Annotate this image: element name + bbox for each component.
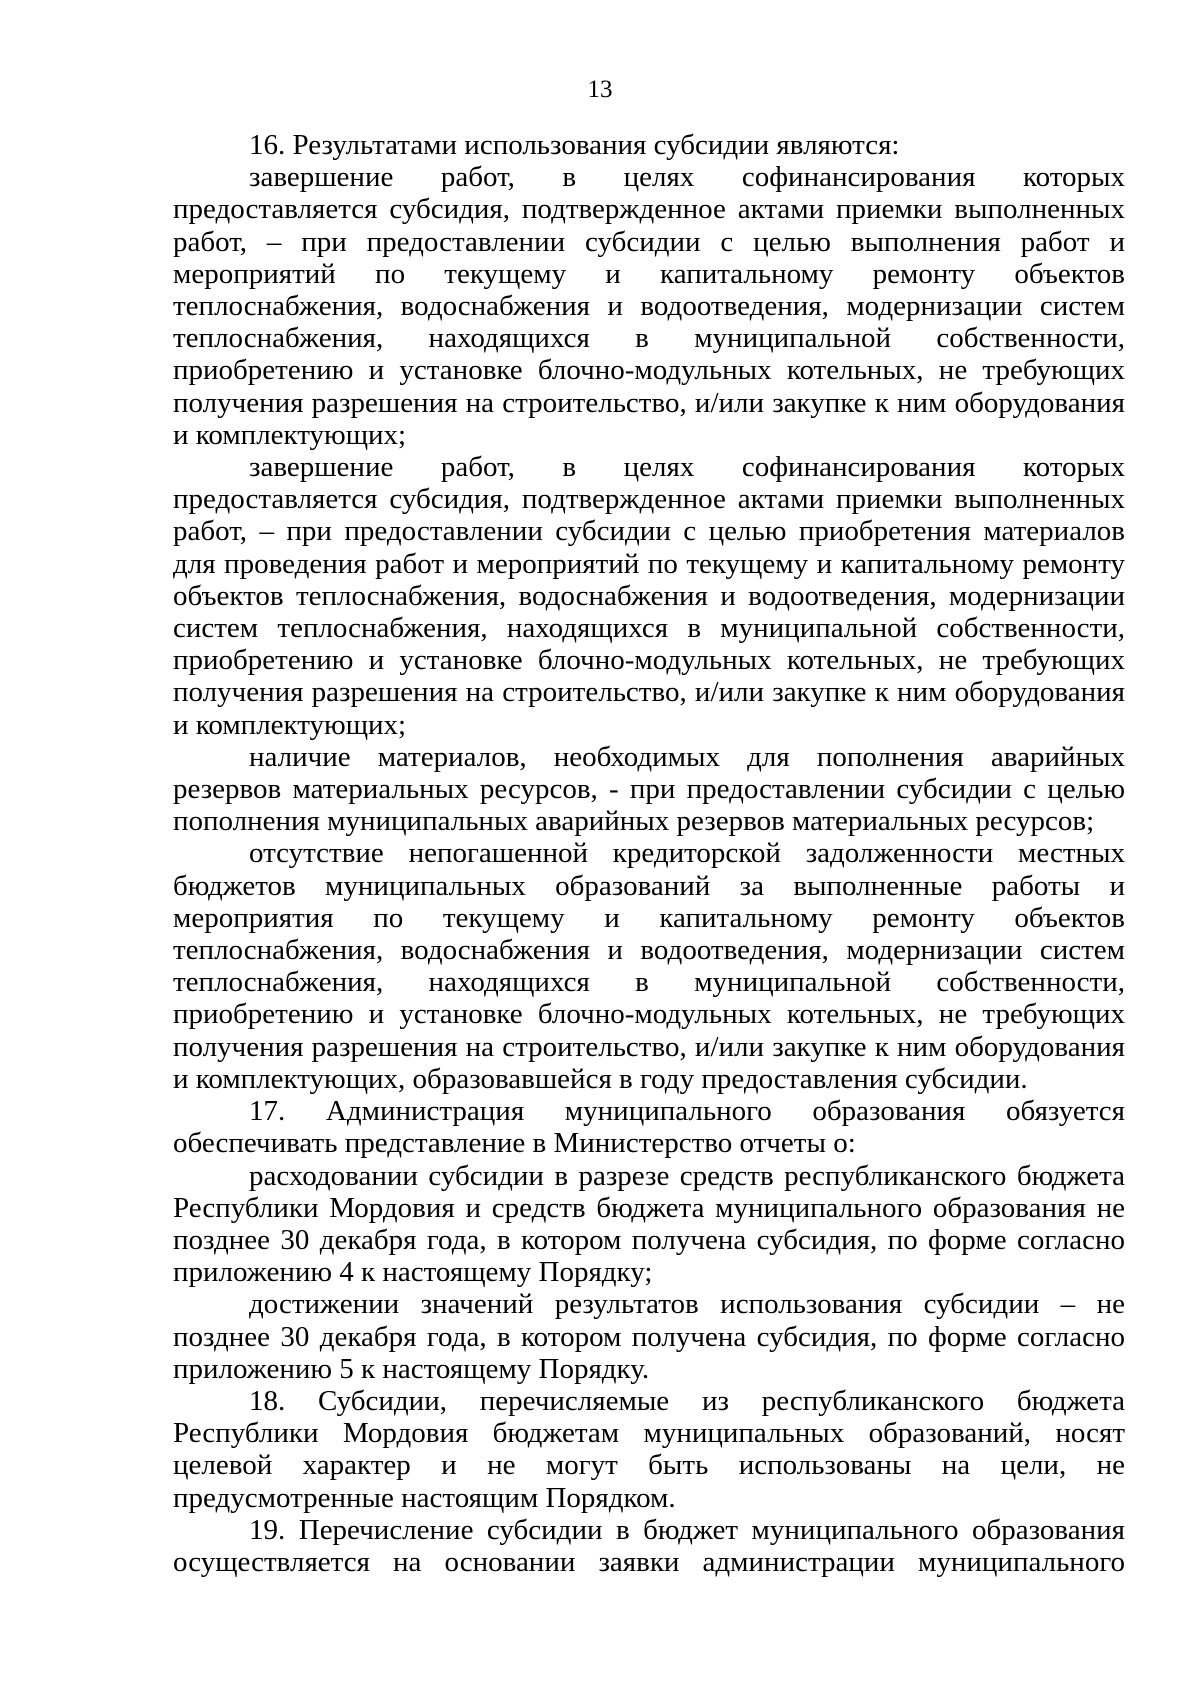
paragraph-result-materials-purchase: завершение работ, в целях софинансирования которых предоставляется субсидия, подтвержденное актами приемки выполненных работ, – при предоставлении субсидии с целью приобретения материалов для проведения работ и мероприятий по текущему и капитальному ремонту объектов теплоснабжения, водоснабжения и водоотведения, модернизации систем теплоснабжения, находящихся в муниципальной собственности, приобретению и установке блочно-модульных котельных, не требующих получения разрешения на строительство, и/или закупке к ним оборудования и комплектующих; [173, 451, 1125, 741]
paragraph-result-emergency-reserves: наличие материалов, необходимых для пополнения аварийных резервов материальных ресурсов, - при предоставлении субсидии с целью пополнения муниципальных аварийных резервов материальных ресурсов; [173, 740, 1125, 838]
page-number: 13 [587, 76, 613, 103]
paragraph-17: 17. Администрация муниципального образования обязуется обеспечивать представление в Министерство отчеты о: [173, 1095, 1125, 1160]
paragraph-report-spending: расходовании субсидии в разрезе средств республиканского бюджета Республики Мордовия и средств бюджета муниципального образования не позднее 30 декабря года, в котором получена субсидия, по форме согласно приложению 4 к настоящему Порядку; [173, 1159, 1125, 1289]
paragraph-result-no-debt: отсутствие непогашенной кредиторской задолженности местных бюджетов муниципальных образований за выполненные работы и мероприятия по текущему и капитальному ремонту объектов теплоснабжения, водоснабжения и водоотведения, модернизации систем теплоснабжения, находящихся в муниципальной собственности, приобретению и установке блочно-модульных котельных, не требующих получения разрешения на строительство, и/или закупке к ним оборудования и комплектующих, образовавшейся в году предоставления субсидии. [173, 837, 1125, 1095]
document-body [173, 129, 1125, 1578]
paragraph-result-works-completion: завершение работ, в целях софинансирования которых предоставляется субсидия, подтвержденное актами приемки выполненных работ, – при предоставлении субсидии с целью выполнения работ и мероприятий по текущему и капитальному ремонту объектов теплоснабжения, водоснабжения и водоотведения, модернизации систем теплоснабжения, находящихся в муниципальной собственности, приобретению и установке блочно-модульных котельных, не требующих получения разрешения на строительство, и/или закупке к ним оборудования и комплектующих; [173, 161, 1125, 451]
paragraph-18: 18. Субсидии, перечисляемые из республиканского бюджета Республики Мордовия бюджетам муниципальных образований, носят целевой характер и не могут быть использованы на цели, не предусмотренные настоящим Порядком. [173, 1384, 1125, 1514]
paragraph-16-heading: 16. Результатами использования субсидии являются: [249, 129, 900, 161]
paragraph-19: 19. Перечисление субсидии в бюджет муниципального образования осуществляется на основании заявки администрации муниципального [173, 1513, 1125, 1578]
paragraph-report-results: достижении значений результатов использования субсидии – не позднее 30 декабря года, в котором получена субсидия, по форме согласно приложению 5 к настоящему Порядку. [173, 1288, 1125, 1385]
